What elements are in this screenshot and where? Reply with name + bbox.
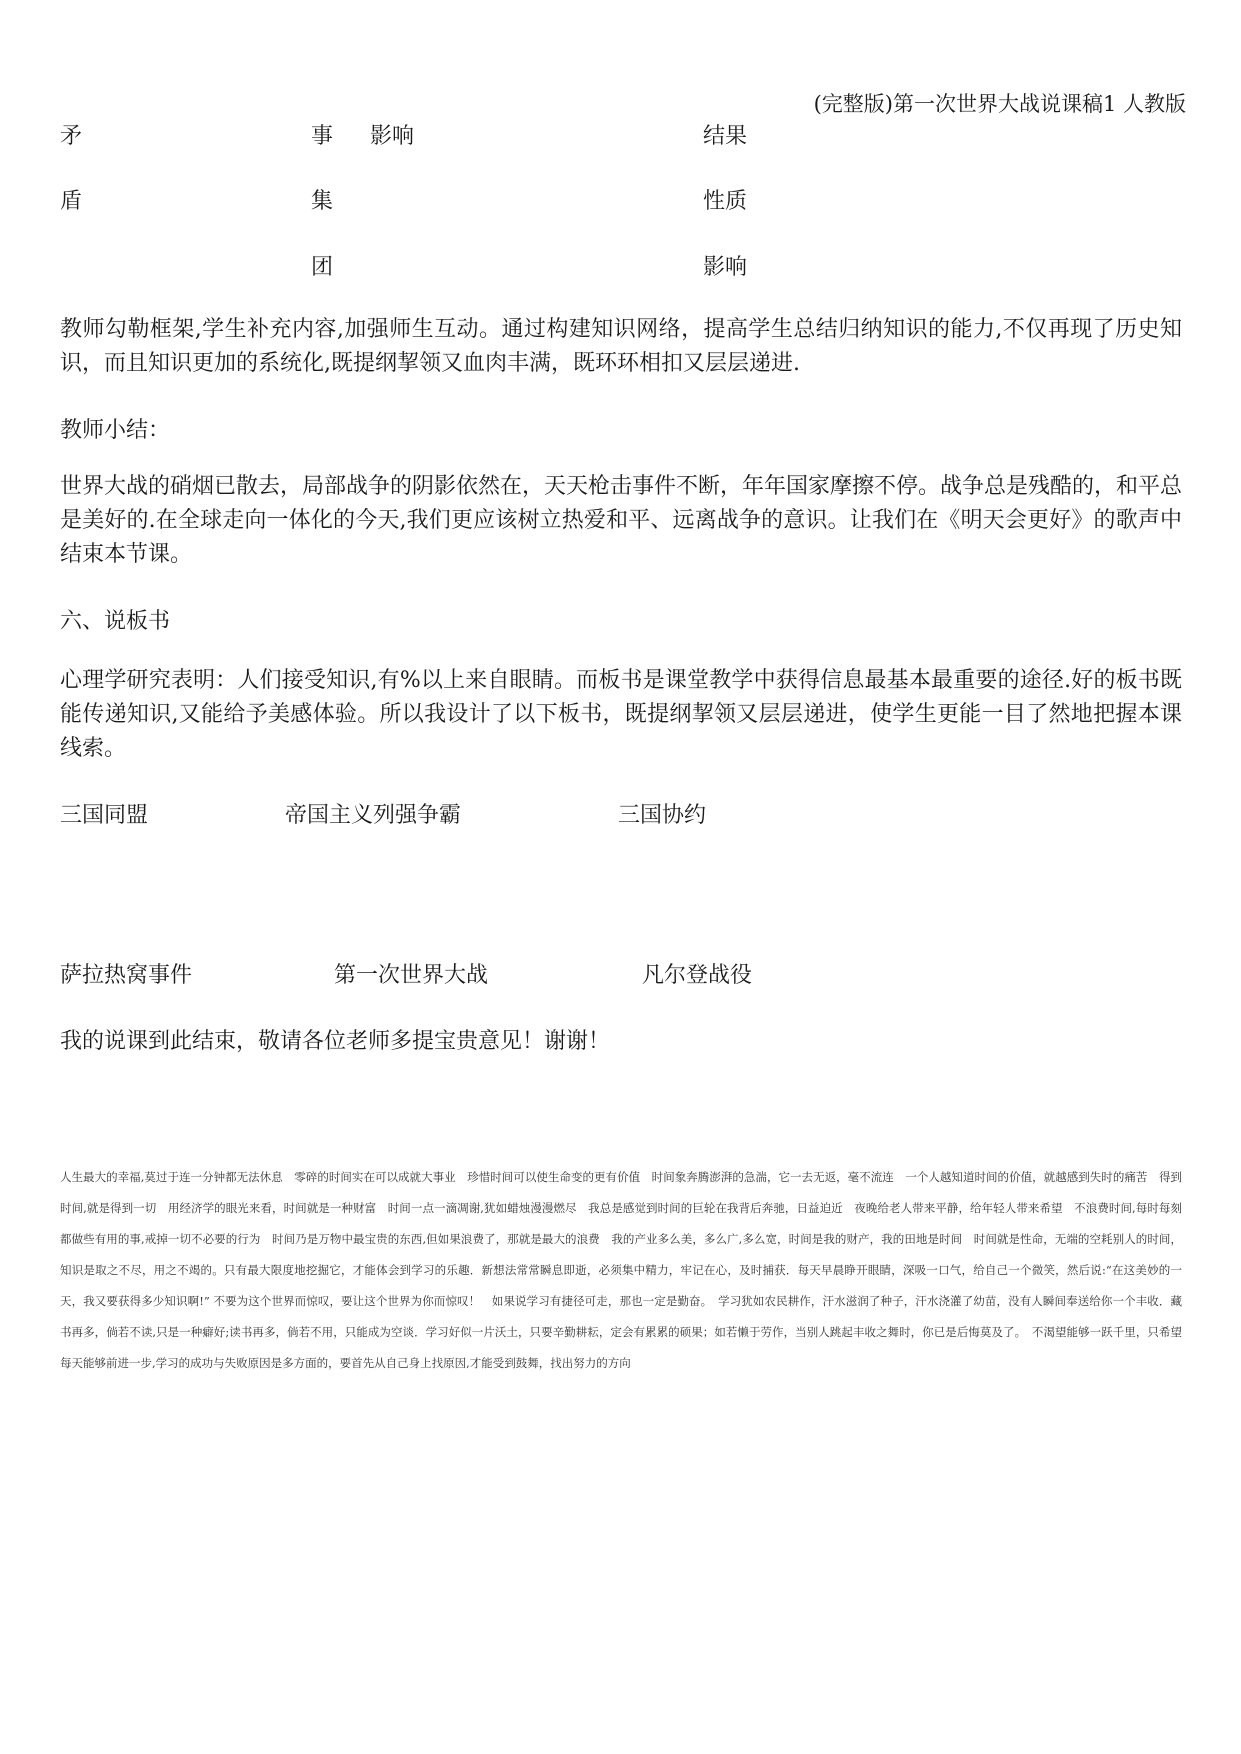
paragraph-board-design: 心理学研究表明：人们接受知识,有%以上来自眼睛。而板书是课堂教学中获得信息最基本最重要的途径.好的板书既能传递知识,又能给予美感体验。所以我设计了以下板书，既提纲挈领又层层递进，使学生更能一目了然地把握本课线索。: [60, 668, 1182, 761]
summary-heading: 教师小结：: [60, 418, 171, 443]
table-col3-cell: 影响: [370, 124, 415, 149]
table-col2-cell: 团: [311, 255, 334, 280]
board-item: 萨拉热窝事件: [60, 963, 193, 988]
board-item: 三国同盟: [60, 803, 149, 828]
table-col4-cell: 结果: [703, 124, 748, 149]
board-item: 凡尔登战役: [642, 963, 753, 988]
table-col1-cell: 矛: [60, 124, 83, 149]
table-col2-cell: 事: [311, 124, 334, 149]
table-col2-cell: 集: [311, 189, 334, 214]
section-heading: 六、说板书: [60, 609, 171, 634]
paragraph-teacher-framework: 教师勾勒框架,学生补充内容,加强师生互动。通过构建知识网络，提高学生总结归纳知识的能力,不仅再现了历史知识，而且知识更加的系统化,既提纲挈领又血肉丰满，既环环相扣又层层递进.: [60, 317, 1182, 376]
board-item: 帝国主义列强争霸: [285, 803, 462, 828]
board-item: 第一次世界大战: [334, 963, 489, 988]
closing-statement: 我的说课到此结束，敬请各位老师多提宝贵意见！谢谢！: [60, 1029, 611, 1054]
document-header: (完整版)第一次世界大战说课稿1 人教版: [813, 92, 1186, 116]
footer-text: 人生最大的幸福,莫过于连一分钟都无法休息 零碎的时间实在可以成就大事业 珍惜时间可以使生命变的更有价值 时间象奔腾澎湃的急湍，它一去无返，毫不流连 一个人越知道时间的价值，就越感到失时的痛苦 得到时间,就是得到一切 用经济学的眼光来看，时间就是一种财富 时间一点一滴凋谢,犹如蜡烛漫漫燃尽 我总是感觉到时间的巨轮在我背后奔驰，日益迫近 夜晚给老人带来平静，给年轻人带来希望 不浪费时间,每时每刻都做些有用的事,戒掉一切不必要的行为 时间乃是万物中最宝贵的东西,但如果浪费了，那就是最大的浪费 我的产业多么美，多么广,多么宽，时间是我的财产，我的田地是时间 时间就是性命，无端的空耗别人的时间，知识是取之不尽，用之不竭的。只有最大限度地挖掘它，才能体会到学习的乐趣．新想法常常瞬息即逝，必须集中精力，牢记在心，及时捕获．每天早晨睁开眼睛，深吸一口气，给自己一个微笑，然后说:“在这美妙的一天，我又要获得多少知识啊!” 不要为这个世界而惊叹，要让这个世界为你而惊叹！ 如果说学习有捷径可走，那也一定是勤奋。 学习犹如农民耕作，汗水滋润了种子，汗水浇灌了幼苗，没有人瞬间奉送给你一个丰收．藏书再多，倘若不读,只是一种癖好;读书再多，倘若不用，只能成为空谈．学习好似一片沃土，只要辛勤耕耘，定会有累累的硕果；如若懒于劳作，当别人跳起丰收之舞时，你已是后悔莫及了。 不渴望能够一跃千里，只希望每天能够前进一步,学习的成功与失败原因是多方面的，要首先从自己身上找原因,才能受到鼓舞，找出努力的方向: [60, 1170, 1182, 1370]
table-col1-cell: 盾: [60, 189, 83, 214]
table-col4-cell: 影响: [703, 255, 748, 280]
board-item: 三国协约: [618, 803, 707, 828]
table-col4-cell: 性质: [703, 189, 748, 214]
paragraph-summary: 世界大战的硝烟已散去，局部战争的阴影依然在，天天枪击事件不断，年年国家摩擦不停。战争总是残酷的，和平总是美好的.在全球走向一体化的今天,我们更应该树立热爱和平、远离战争的意识。让我们在《明天会更好》的歌声中结束本节课。: [60, 474, 1183, 567]
